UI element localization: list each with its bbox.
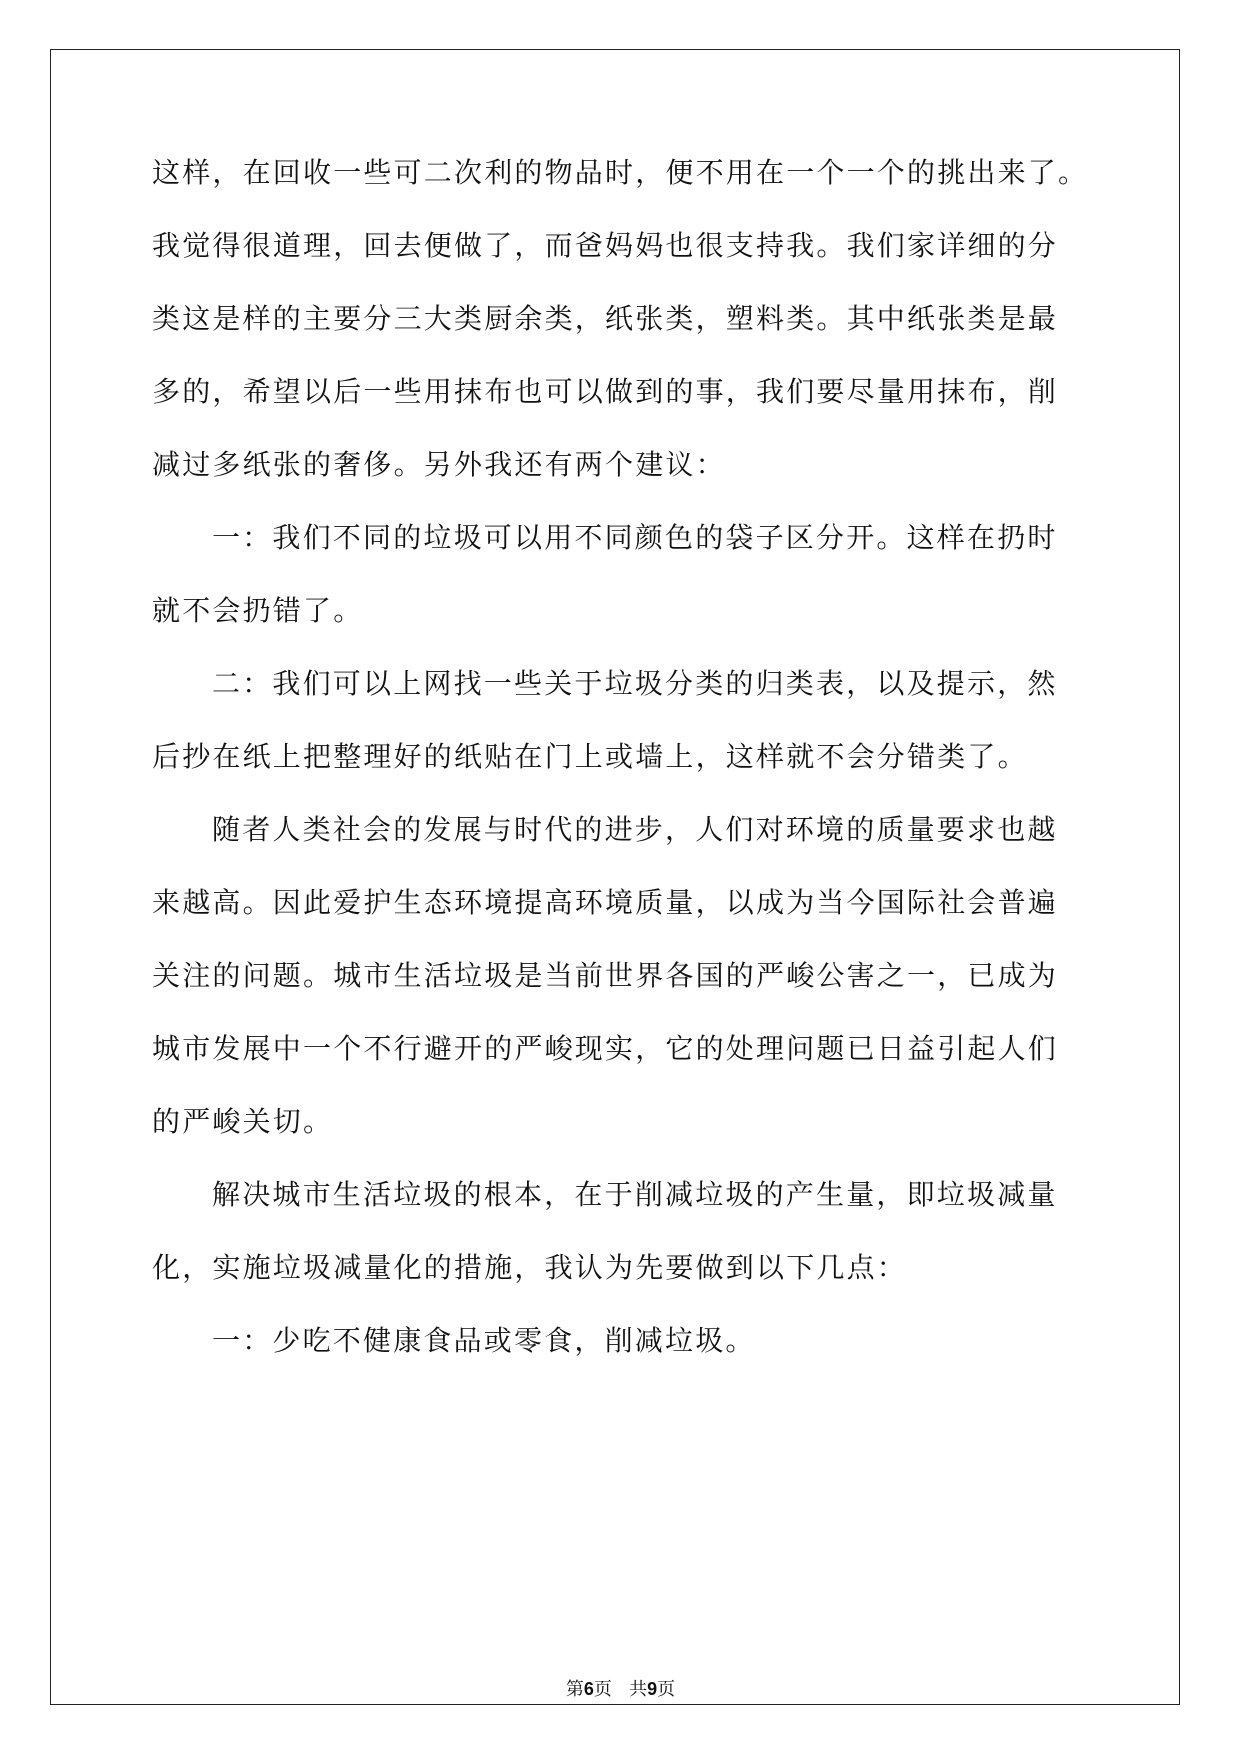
text-line: 关注的问题。城市生活垃圾是当前世界各国的严峻公害之一，已成为 <box>152 959 1059 992</box>
page-border <box>50 49 1180 1705</box>
text-line: 一：我们不同的垃圾可以用不同颜色的袋子区分开。这样在扔时 <box>212 521 1058 554</box>
text-line: 化，实施垃圾减量化的措施，我认为先要做到以下几点： <box>152 1251 908 1284</box>
text-line: 来越高。因此爱护生态环境提高环境质量，以成为当今国际社会普遍 <box>152 886 1059 919</box>
page-footer <box>0 1675 1241 1701</box>
text-line: 减过多纸张的奢侈。另外我还有两个建议： <box>152 448 726 481</box>
text-line: 这样，在回收一些可二次利的物品时，便不用在一个一个的挑出来了。 <box>152 156 1089 189</box>
text-line: 后抄在纸上把整理好的纸贴在门上或墙上，这样就不会分错类了。 <box>152 740 1028 773</box>
text-line: 多的，希望以后一些用抹布也可以做到的事，我们要尽量用抹布，削 <box>152 375 1059 408</box>
page-number: 6 <box>583 1679 594 1699</box>
text-line: 解决城市生活垃圾的根本，在于削减垃圾的产生量，即垃圾减量 <box>212 1178 1058 1211</box>
total-prefix: 共 <box>629 1679 648 1700</box>
text-line: 的严峻关切。 <box>152 1105 334 1138</box>
text-line: 我觉得很道理，回去便做了，而爸妈妈也很支持我。我们家详细的分 <box>152 229 1059 262</box>
text-line: 类这是样的主要分三大类厨余类，纸张类，塑料类。其中纸张类是最 <box>152 302 1059 335</box>
text-line: 二：我们可以上网找一些关于垃圾分类的归类表，以及提示，然 <box>212 667 1058 700</box>
total-pages: 9 <box>647 1679 658 1699</box>
page-prefix: 第 <box>565 1679 584 1700</box>
text-line: 随者人类社会的发展与时代的进步，人们对环境的质量要求也越 <box>212 813 1058 846</box>
text-line: 就不会扔错了。 <box>152 594 364 627</box>
text-line: 一：少吃不健康食品或零食，削减垃圾。 <box>212 1324 756 1357</box>
text-line: 城市发展中一个不行避开的严峻现实，它的处理问题已日益引起人们 <box>152 1032 1059 1065</box>
total-suffix: 页 <box>657 1679 676 1700</box>
page-suffix: 页 <box>593 1679 612 1700</box>
